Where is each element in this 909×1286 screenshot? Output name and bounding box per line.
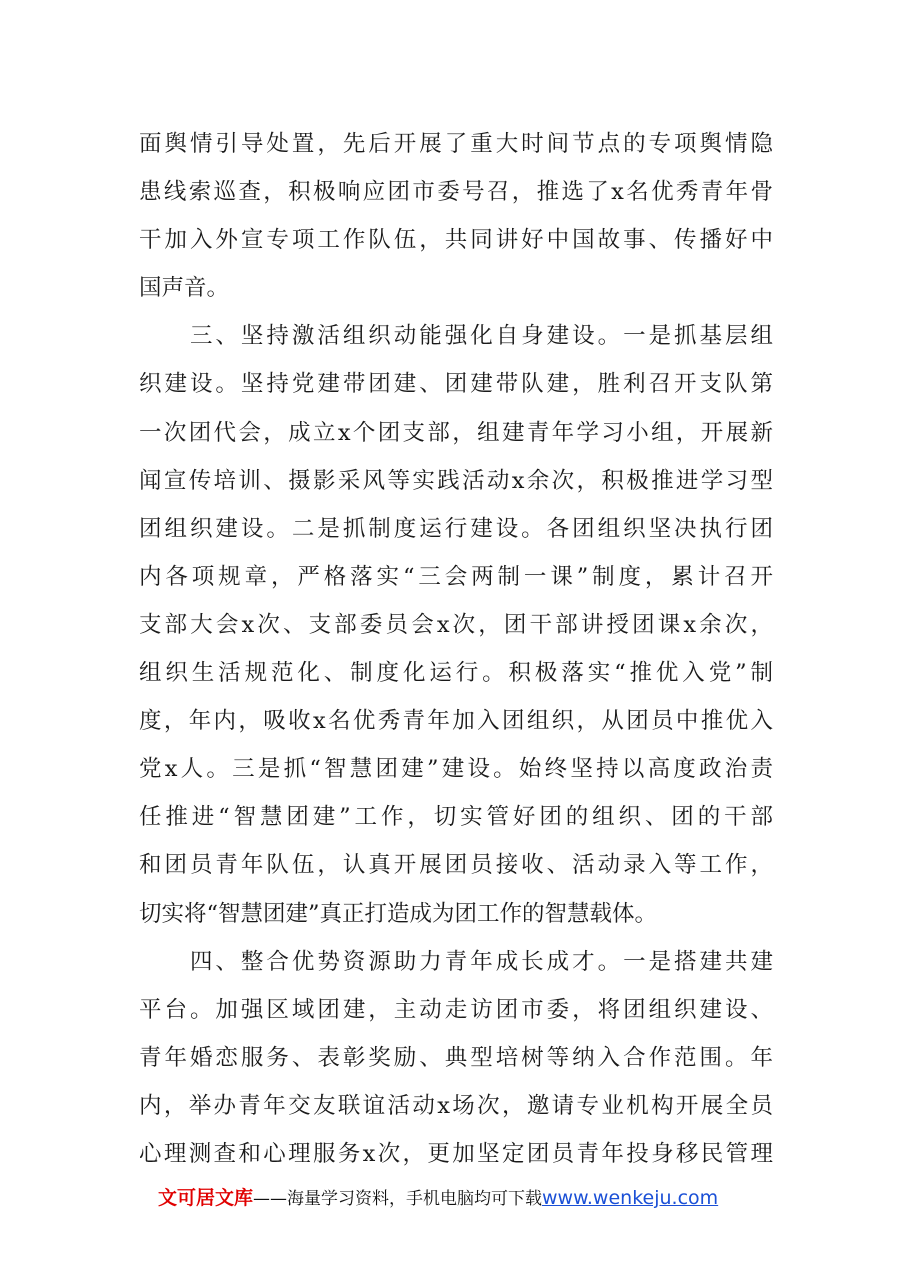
text-line: 内各项规章，严格落实“三会两制一课”制度，累计召开 [139,563,773,590]
text-line: 国声音。 [139,275,230,302]
text-line: 一次团代会，成立x个团支部，组建青年学习小组，开展新 [139,419,773,446]
text-line: 团组织建设。二是抓制度运行建设。各团组织坚决执行团 [139,515,773,542]
text-line: 青年婚恋服务、表彰奖励、典型培树等纳入合作范围。年 [139,1044,773,1071]
text-line: 支部大会x次、支部委员会x次，团干部讲授团课x余次， [139,611,773,638]
text-line: 内，举办青年交友联谊活动x场次，邀请专业机构开展全员 [139,1092,773,1119]
text-line: 心理测查和心理服务x次，更加坚定团员青年投身移民管理 [139,1140,773,1167]
text-line: 织建设。坚持党建带团建、团建带队建，胜利召开支队第 [139,371,773,398]
text-line: 党x人。三是抓“智慧团建”建设。始终坚持以高度政治责 [139,756,773,783]
footer-slogan: ——海量学习资料，手机电脑均可下载 [253,1189,543,1209]
text-line: 三、坚持激活组织动能强化自身建设。一是抓基层组 [139,323,773,350]
footer-link[interactable]: www.wenkeju.com [542,1187,719,1209]
text-line: 平台。加强区域团建，主动走访团市委，将团组织建设、 [139,996,773,1023]
text-line: 闻宣传培训、摄影采风等实践活动x余次，积极推进学习型 [139,467,773,494]
text-line: 组织生活规范化、制度化运行。积极落实“推优入党”制 [139,660,773,687]
text-line: 患线索巡查，积极响应团市委号召，推选了x名优秀青年骨 [139,179,773,206]
text-line: 度，年内，吸收x名优秀青年加入团组织，从团员中推优入 [139,708,773,735]
text-line: 四、整合优势资源助力青年成长成才。一是搭建共建 [139,948,773,975]
text-line: 干加入外宣专项工作队伍，共同讲好中国故事、传播好中 [139,227,773,254]
footer-brand: 文可居文库 [158,1187,254,1209]
text-line: 切实将“智慧团建”真正打造成为团工作的智慧载体。 [139,900,658,927]
text-line: 面舆情引导处置，先后开展了重大时间节点的专项舆情隐 [139,131,773,157]
footer-banner [158,1180,778,1216]
text-line: 任推进“智慧团建”工作，切实管好团的组织、团的干部 [139,804,773,831]
document-body [139,120,773,1178]
text-line: 和团员青年队伍，认真开展团员接收、活动录入等工作， [139,852,773,879]
